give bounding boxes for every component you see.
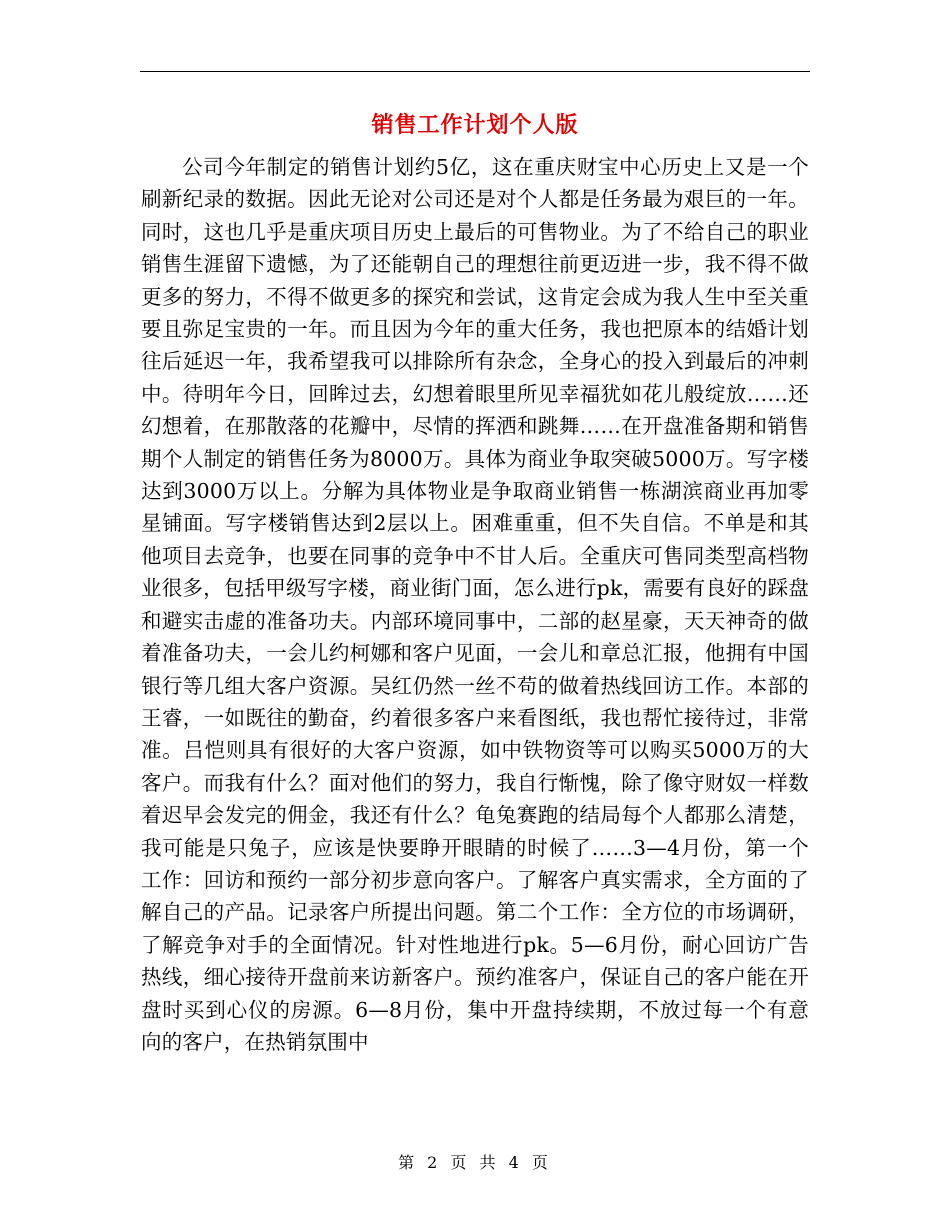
document-title: 销售工作计划个人版 bbox=[371, 112, 579, 138]
page-number-footer: 第 2 页 共 4 页 bbox=[398, 1153, 552, 1172]
header-rule bbox=[140, 71, 810, 72]
body-paragraph: 公司今年制定的销售计划约5亿，这在重庆财宝中心历史上又是一个刷新纪录的数据。因此无论对公司还是对个人都是任务最为艰巨的一年。同时，这也几乎是重庆项目历史上最后的可售物业。为了不给自己的职业销售生涯留下遗憾，为了还能朝自己的理想往前更迈进一步，我不得不做更多的努力，不得不做更多的探究和尝试，这肯定会成为我人生中至关重要且弥足宝贵的一年。而且因为今年的重大任务，我也把原本的结婚计划往后延迟一年，我希望我可以排除所有杂念，全身心的投入到最后的冲刺中。待明年今日，回眸过去，幻想着眼里所见幸福犹如花儿般绽放……还幻想着，在那散落的花瓣中，尽情的挥洒和跳舞……在开盘准备期和销售期个人制定的销售任务为8000万。具体为商业争取突破5000万。写字楼达到3000万以上。分解为具体物业是争取商业销售一栋湖滨商业再加零星铺面。写字楼销售达到2层以上。困难重重，但不失自信。不单是和其他项目去竞争，也要在同事的竞争中不甘人后。全重庆可售同类型高档物业很多，包括甲级写字楼，商业街门面，怎么进行pk，需要有良好的踩盘和避实击虚的准备功夫。内部环境同事中，二部的赵星豪，天天神奇的做着准备功夫，一会儿约柯娜和客户见面，一会儿和章总汇报，他拥有中国银行等几组大客户资源。吴红仍然一丝不苟的做着热线回访工作。本部的王睿，一如既往的勤奋，约着很多客户来看图纸，我也帮忙接待过，非常准。吕恺则具有很好的大客户资源，如中铁物资等可以购买5000万的大客户。而我有什么？面对他们的努力，我自行惭愧，除了像守财奴一样数着迟早会发完的佣金，我还有什么？龟兔赛跑的结局每个人都那么清楚，我可能是只兔子，应该是快要睁开眼睛的时候了……3—4月份，第一个工作：回访和预约一部分初步意向客户。了解客户真实需求，全方面的了解自己的产品。记录客户所提出问题。第二个工作：全方位的市场调研，了解竞争对手的全面情况。针对性地进行pk。5—6月份，耐心回访广告热线，细心接待开盘前来访新客户。预约准客户，保证自己的客户能在开盘时买到心仪的房源。6—8月份，集中开盘持续期，不放过每一个有意向的客户，在热销氛围中 bbox=[141, 155, 809, 1054]
